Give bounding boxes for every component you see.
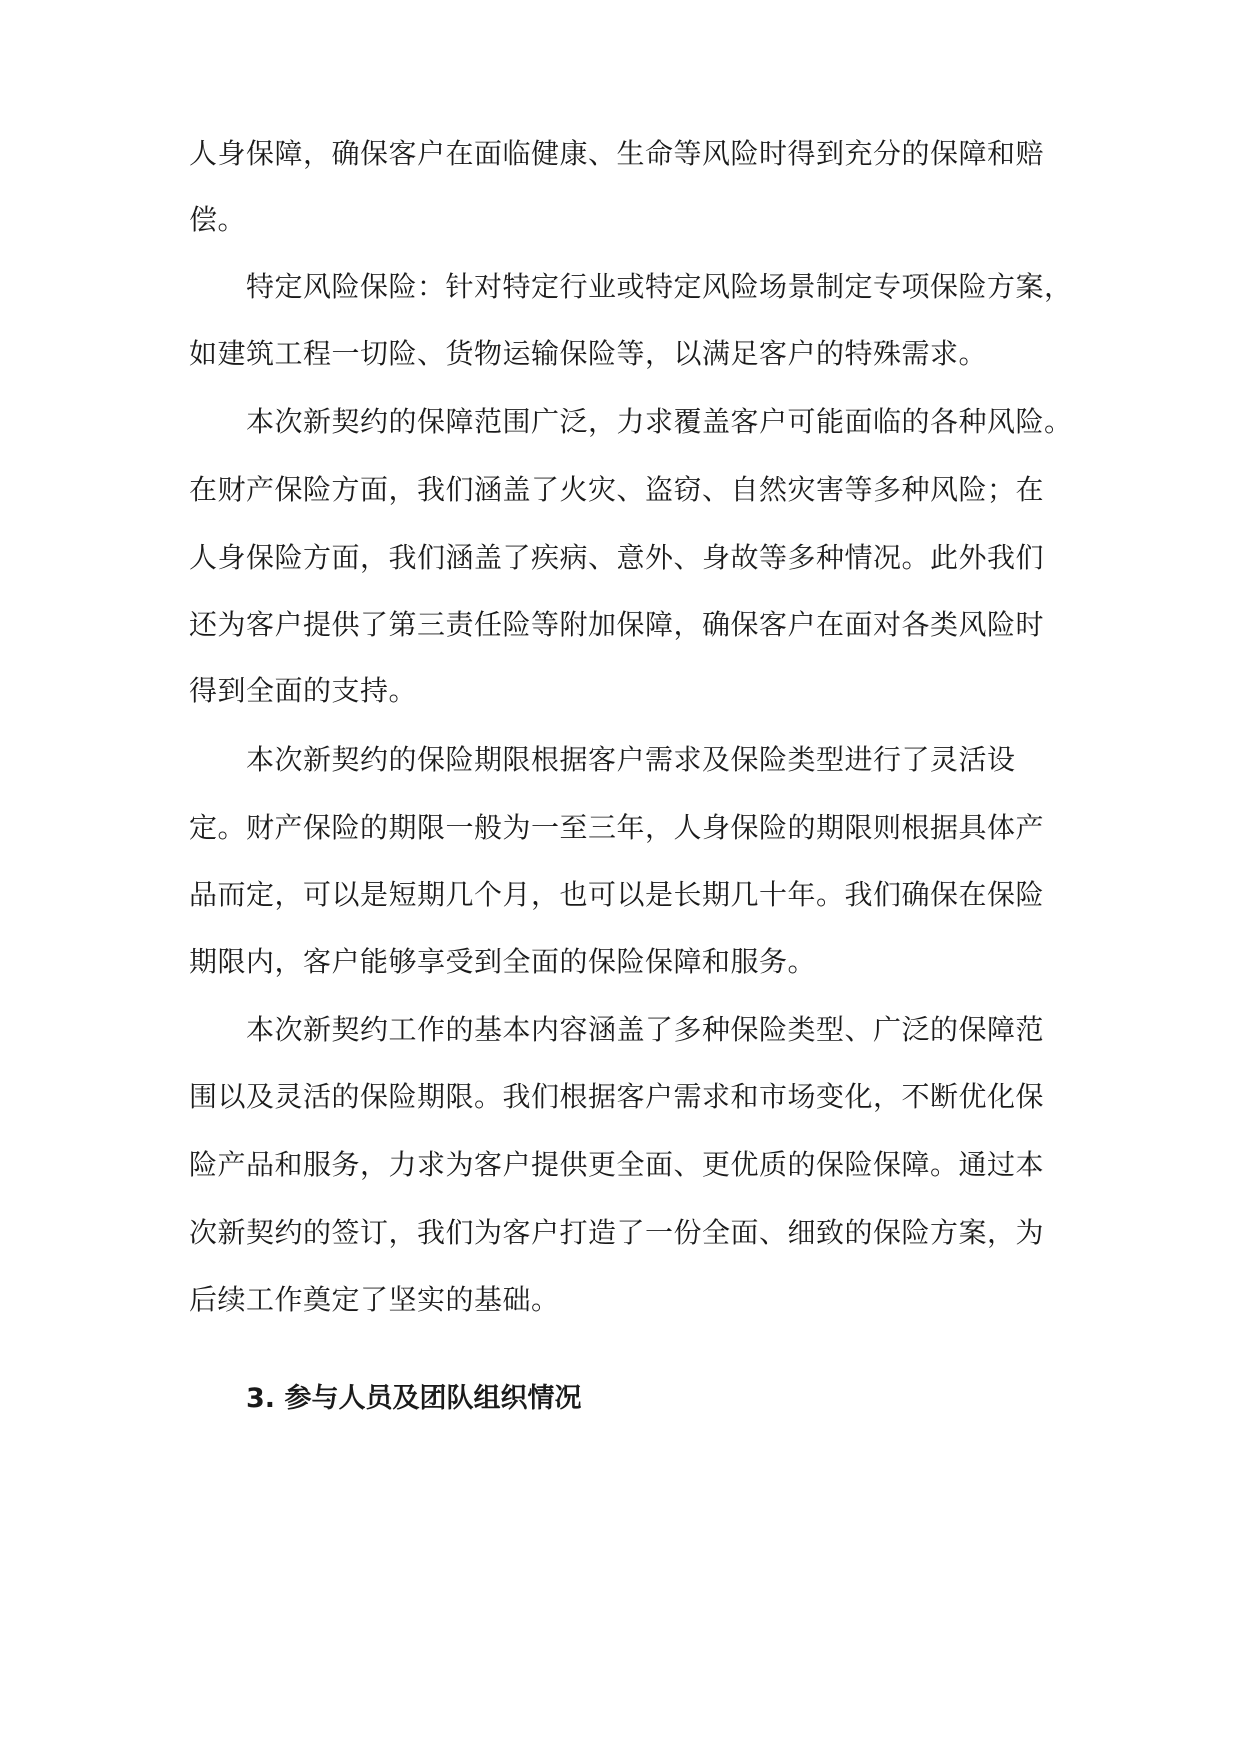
- paragraph-line: 品而定，可以是短期几个月，也可以是长期几十年。我们确保在保险: [189, 878, 1045, 911]
- paragraph-line: 人身保障，确保客户在面临健康、生命等风险时得到充分的保障和赔: [189, 137, 1045, 170]
- paragraph-line: 人身保险方面，我们涵盖了疾病、意外、身故等多种情况。此外我们: [189, 541, 1045, 574]
- paragraph-line: 期限内，客户能够享受到全面的保险保障和服务。: [189, 945, 817, 978]
- paragraph-line: 本次新契约的保险期限根据客户需求及保险类型进行了灵活设: [246, 743, 1016, 776]
- paragraph-line: 在财产保险方面，我们涵盖了火灾、盗窃、自然灾害等多种风险；在: [189, 473, 1045, 506]
- paragraph-line: 险产品和服务，力求为客户提供更全面、更优质的保险保障。通过本: [189, 1148, 1045, 1181]
- paragraph-line: 得到全面的支持。: [189, 674, 418, 707]
- paragraph-line: 偿。: [189, 203, 247, 236]
- paragraph-line: 定。财产保险的期限一般为一至三年，人身保险的期限则根据具体产: [189, 811, 1045, 844]
- section-heading: 3. 参与人员及团队组织情况: [246, 1383, 582, 1414]
- paragraph-line: 次新契约的签订，我们为客户打造了一份全面、细致的保险方案，为: [189, 1216, 1045, 1249]
- paragraph-line: 本次新契约工作的基本内容涵盖了多种保险类型、广泛的保障范: [246, 1013, 1045, 1046]
- paragraph-line: 围以及灵活的保险期限。我们根据客户需求和市场变化，不断优化保: [189, 1080, 1045, 1113]
- paragraph-line: 后续工作奠定了坚实的基础。: [189, 1283, 560, 1316]
- paragraph-line: 本次新契约的保障范围广泛，力求覆盖客户可能面临的各种风险。: [246, 405, 1073, 438]
- paragraph-line: 特定风险保险：针对特定行业或特定风险场景制定专项保险方案，: [246, 270, 1073, 303]
- paragraph-line: 如建筑工程一切险、货物运输保险等，以满足客户的特殊需求。: [189, 337, 988, 370]
- paragraph-line: 还为客户提供了第三责任险等附加保障，确保客户在面对各类风险时: [189, 608, 1045, 641]
